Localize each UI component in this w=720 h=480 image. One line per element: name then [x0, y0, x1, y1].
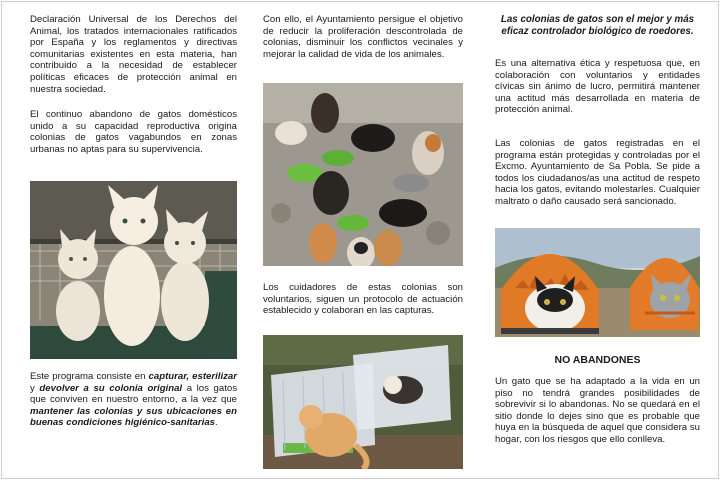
program-paragraph: Este programa consiste en capturar, esterilizar y devolver a su colonia original a los gatos que conviven en nuestro entorno, a la vez que mantener las colonias y sus ubicaciones en buenas condiciones higiénico-sanitarias. — [30, 371, 237, 429]
registered-colonies-paragraph: Las colonias de gatos registradas en el programa están protegidas y controladas por el Excmo. Ayuntamiento de Sa Pobla. Se pide a todos los ciudadanos/as una actitud de respeto hacia los gatos, evitando molestarles. Cualquier maltrato o daño causado será sancionado. — [495, 138, 700, 207]
cat-shelters-image — [495, 228, 700, 337]
alternative-paragraph: Es una alternativa ética y respetuosa que, en colaboración con voluntarios y entidades cívicas sin ánimo de lucro, permitirá mantener una actitud más desarrollada en materia de protección animal. — [495, 58, 700, 116]
intro-paragraph: Declaración Universal de los Derechos del Animal, los tratados internacionales ratificados por España y los reglamentos y directivas comunitarias existentes en esta materia, han contribuido a la necesidad de establecer políticas eficaces de protección animal en nuestra sociedad. — [30, 14, 237, 95]
colony-feeding-image — [263, 83, 463, 266]
capture-traps-image — [263, 335, 463, 469]
cat-shelters-photo — [495, 228, 700, 337]
kittens-image — [30, 181, 237, 359]
column-title: Las colonias de gatos son el mejor y más eficaz controlador biológico de roedores. — [500, 14, 695, 37]
no-abandones-heading: NO ABANDONES — [554, 354, 641, 366]
colony-feeding-photo — [263, 83, 463, 266]
no-abandon-paragraph: Un gato que se ha adaptado a la vida en un piso no tendrá grandes posibilidades de sobrevivir si lo abandonas. No se quedará en el sitio donde lo dejes sino que es probable que huya en la búsqueda de aquel que considera su hogar, con los riesgos que ello conlleva. — [495, 376, 700, 445]
objective-paragraph: Con ello, el Ayuntamiento persigue el objetivo de reducir la proliferación descontrolada de colonias, disminuir los conflictos vecinales y mejorar la calidad de vida de los animales. — [263, 14, 463, 60]
kittens-photo — [30, 181, 237, 359]
abandonment-paragraph: El continuo abandono de gatos domésticos unido a su capacidad reproductiva origina colonias de gatos vagabundos en zonas urbanas no aptas para su supervivencia. — [30, 109, 237, 155]
caretakers-paragraph: Los cuidadores de estas colonias son voluntarios, siguen un protocolo de actuación establecido y colaboran en las capturas. — [263, 282, 463, 317]
capture-traps-photo — [263, 335, 463, 469]
